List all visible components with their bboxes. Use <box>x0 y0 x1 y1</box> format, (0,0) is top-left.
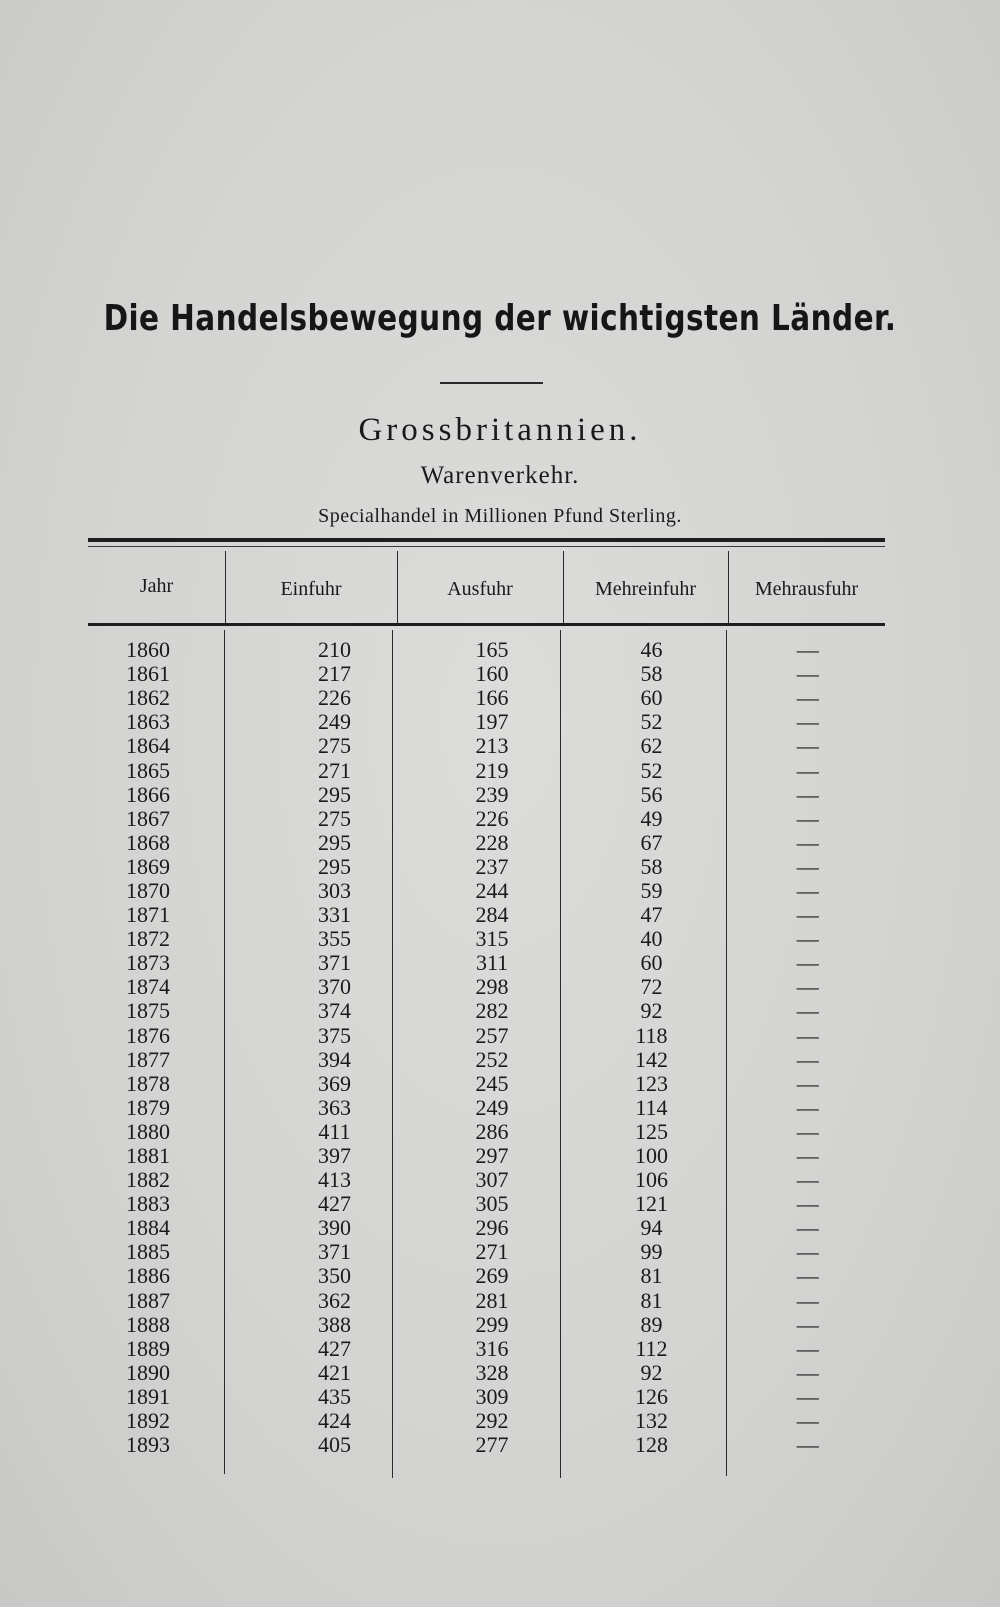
cell-einfuhr: 413 <box>318 1167 352 1193</box>
table-row <box>88 1385 885 1409</box>
cell-year: 1893 <box>126 1432 170 1458</box>
cell-ausfuhr: 282 <box>475 998 509 1024</box>
cell-mehrausfuhr: — <box>796 805 819 831</box>
cell-einfuhr: 271 <box>318 757 352 783</box>
cell-mehrausfuhr: — <box>796 1167 819 1193</box>
cell-ausfuhr: 298 <box>475 974 509 1000</box>
cell-mehrausfuhr: — <box>796 757 819 783</box>
cell-einfuhr: 362 <box>318 1287 352 1313</box>
cell-mehrausfuhr: — <box>796 829 819 855</box>
cell-einfuhr: 411 <box>318 1118 351 1144</box>
cell-ausfuhr: 284 <box>475 902 509 928</box>
cell-mehrausfuhr: — <box>796 1311 819 1337</box>
cell-mehrausfuhr: — <box>796 1094 819 1120</box>
cell-ausfuhr: 307 <box>475 1167 509 1193</box>
cell-year: 1883 <box>126 1191 170 1217</box>
cell-ausfuhr: 271 <box>475 1239 509 1265</box>
table-row <box>88 710 885 734</box>
cell-ausfuhr: 197 <box>475 709 509 735</box>
cell-mehrausfuhr: — <box>796 733 819 759</box>
cell-ausfuhr: 281 <box>475 1287 509 1313</box>
table-row <box>88 662 885 686</box>
cell-mehreinfuhr: 123 <box>634 1070 668 1096</box>
cell-year: 1892 <box>126 1408 170 1434</box>
cell-mehreinfuhr: 112 <box>635 1335 668 1361</box>
column-header-mehreinfuhr: Mehreinfuhr <box>594 578 697 600</box>
cell-mehreinfuhr: 40 <box>640 926 663 952</box>
table-row <box>88 1409 885 1433</box>
cell-ausfuhr: 237 <box>475 853 509 879</box>
cell-mehrausfuhr: — <box>796 1263 819 1289</box>
cell-mehrausfuhr: — <box>796 877 819 903</box>
cell-mehrausfuhr: — <box>796 637 819 663</box>
cell-mehreinfuhr: 47 <box>640 902 663 928</box>
cell-year: 1864 <box>126 733 170 759</box>
cell-mehreinfuhr: 125 <box>634 1118 668 1144</box>
cell-mehreinfuhr: 118 <box>635 1022 668 1048</box>
cell-year: 1879 <box>126 1094 170 1120</box>
cell-ausfuhr: 316 <box>475 1335 509 1361</box>
cell-einfuhr: 375 <box>318 1022 352 1048</box>
cell-year: 1871 <box>126 902 170 928</box>
cell-mehrausfuhr: — <box>796 902 819 928</box>
cell-mehrausfuhr: — <box>796 1359 819 1385</box>
cell-ausfuhr: 226 <box>475 805 509 831</box>
table-row <box>88 758 885 782</box>
cell-mehrausfuhr: — <box>796 1383 819 1409</box>
cell-year: 1876 <box>126 1022 170 1048</box>
header-divider <box>397 551 398 623</box>
cell-mehreinfuhr: 128 <box>634 1432 668 1458</box>
cell-mehrausfuhr: — <box>796 1143 819 1169</box>
cell-ausfuhr: 269 <box>475 1263 509 1289</box>
cell-einfuhr: 388 <box>318 1311 352 1337</box>
cell-einfuhr: 275 <box>318 733 352 759</box>
cell-mehreinfuhr: 49 <box>640 805 663 831</box>
cell-ausfuhr: 160 <box>475 661 509 687</box>
column-header-einfuhr: Einfuhr <box>280 578 342 600</box>
cell-mehreinfuhr: 46 <box>640 637 663 663</box>
cell-mehreinfuhr: 52 <box>640 757 663 783</box>
cell-mehreinfuhr: 60 <box>640 950 663 976</box>
cell-ausfuhr: 315 <box>475 926 509 952</box>
cell-year: 1872 <box>126 926 170 952</box>
cell-mehreinfuhr: 81 <box>640 1263 663 1289</box>
trade-table <box>88 638 885 1457</box>
cell-einfuhr: 424 <box>318 1408 352 1434</box>
cell-year: 1863 <box>126 709 170 735</box>
cell-year: 1891 <box>126 1383 170 1409</box>
cell-mehreinfuhr: 99 <box>640 1239 663 1265</box>
table-row <box>88 783 885 807</box>
page-title: Die Handelsbewegung der wichtigsten Länder. <box>103 298 897 339</box>
cell-year: 1884 <box>126 1215 170 1241</box>
table-row <box>88 807 885 831</box>
cell-mehreinfuhr: 62 <box>640 733 663 759</box>
cell-einfuhr: 350 <box>318 1263 352 1289</box>
cell-year: 1881 <box>126 1143 170 1169</box>
cell-ausfuhr: 297 <box>475 1143 509 1169</box>
cell-mehrausfuhr: — <box>796 1432 819 1458</box>
cell-year: 1890 <box>126 1359 170 1385</box>
cell-mehrausfuhr: — <box>796 1408 819 1434</box>
cell-mehrausfuhr: — <box>796 853 819 879</box>
cell-ausfuhr: 305 <box>475 1191 509 1217</box>
cell-einfuhr: 303 <box>318 877 352 903</box>
cell-mehrausfuhr: — <box>796 781 819 807</box>
section-subtitle: Warenverkehr. <box>420 462 580 489</box>
table-row <box>88 927 885 951</box>
cell-mehrausfuhr: — <box>796 709 819 735</box>
cell-year: 1880 <box>126 1118 170 1144</box>
cell-ausfuhr: 309 <box>475 1383 509 1409</box>
cell-ausfuhr: 165 <box>475 637 509 663</box>
cell-ausfuhr: 292 <box>475 1408 509 1434</box>
cell-ausfuhr: 219 <box>475 757 509 783</box>
cell-einfuhr: 355 <box>318 926 352 952</box>
table-row <box>88 1216 885 1240</box>
table-row <box>88 1264 885 1288</box>
cell-ausfuhr: 213 <box>475 733 509 759</box>
table-top-thin-rule <box>88 546 885 547</box>
cell-mehreinfuhr: 89 <box>640 1311 663 1337</box>
cell-ausfuhr: 299 <box>475 1311 509 1337</box>
cell-einfuhr: 397 <box>318 1143 352 1169</box>
cell-mehrausfuhr: — <box>796 661 819 687</box>
cell-ausfuhr: 249 <box>475 1094 509 1120</box>
cell-einfuhr: 374 <box>318 998 352 1024</box>
cell-ausfuhr: 166 <box>475 685 509 711</box>
cell-mehrausfuhr: — <box>796 1118 819 1144</box>
header-divider <box>563 551 564 623</box>
cell-einfuhr: 331 <box>318 902 352 928</box>
cell-mehreinfuhr: 72 <box>640 974 663 1000</box>
table-row <box>88 1337 885 1361</box>
cell-einfuhr: 390 <box>318 1215 352 1241</box>
column-header-jahr: Jahr <box>139 575 174 597</box>
cell-ausfuhr: 244 <box>475 877 509 903</box>
cell-year: 1877 <box>126 1046 170 1072</box>
cell-mehreinfuhr: 58 <box>640 661 663 687</box>
table-row <box>88 1313 885 1337</box>
cell-mehreinfuhr: 142 <box>634 1046 668 1072</box>
cell-mehreinfuhr: 126 <box>634 1383 668 1409</box>
cell-mehreinfuhr: 56 <box>640 781 663 807</box>
table-row <box>88 1024 885 1048</box>
cell-mehrausfuhr: — <box>796 1215 819 1241</box>
cell-year: 1873 <box>126 950 170 976</box>
cell-year: 1867 <box>126 805 170 831</box>
table-row <box>88 1289 885 1313</box>
cell-mehrausfuhr: — <box>796 1070 819 1096</box>
table-row <box>88 1048 885 1072</box>
cell-year: 1875 <box>126 998 170 1024</box>
cell-einfuhr: 226 <box>318 685 352 711</box>
cell-ausfuhr: 277 <box>475 1432 509 1458</box>
cell-mehreinfuhr: 92 <box>640 998 663 1024</box>
cell-mehreinfuhr: 58 <box>640 853 663 879</box>
cell-einfuhr: 295 <box>318 853 352 879</box>
cell-year: 1862 <box>126 685 170 711</box>
cell-einfuhr: 363 <box>318 1094 352 1120</box>
cell-einfuhr: 370 <box>318 974 352 1000</box>
cell-einfuhr: 217 <box>318 661 352 687</box>
table-row <box>88 734 885 758</box>
cell-mehrausfuhr: — <box>796 1335 819 1361</box>
cell-mehreinfuhr: 121 <box>634 1191 668 1217</box>
cell-year: 1861 <box>126 661 170 687</box>
table-row <box>88 879 885 903</box>
cell-einfuhr: 427 <box>318 1335 352 1361</box>
cell-mehrausfuhr: — <box>796 685 819 711</box>
cell-year: 1885 <box>126 1239 170 1265</box>
cell-mehreinfuhr: 106 <box>634 1167 668 1193</box>
table-row <box>88 999 885 1023</box>
column-header-ausfuhr: Ausfuhr <box>447 578 513 600</box>
cell-mehreinfuhr: 132 <box>634 1408 668 1434</box>
table-row <box>88 1240 885 1264</box>
cell-mehrausfuhr: — <box>796 926 819 952</box>
cell-einfuhr: 371 <box>318 1239 352 1265</box>
cell-mehreinfuhr: 81 <box>640 1287 663 1313</box>
table-row <box>88 1433 885 1457</box>
cell-ausfuhr: 245 <box>475 1070 509 1096</box>
cell-mehrausfuhr: — <box>796 1022 819 1048</box>
cell-year: 1888 <box>126 1311 170 1337</box>
cell-year: 1869 <box>126 853 170 879</box>
cell-einfuhr: 249 <box>318 709 352 735</box>
cell-mehreinfuhr: 94 <box>640 1215 663 1241</box>
cell-mehreinfuhr: 59 <box>640 877 663 903</box>
cell-ausfuhr: 239 <box>475 781 509 807</box>
table-row <box>88 686 885 710</box>
cell-ausfuhr: 257 <box>475 1022 509 1048</box>
cell-year: 1870 <box>126 877 170 903</box>
header-divider <box>225 551 226 623</box>
cell-ausfuhr: 296 <box>475 1215 509 1241</box>
cell-ausfuhr: 328 <box>475 1359 509 1385</box>
cell-year: 1868 <box>126 829 170 855</box>
cell-mehrausfuhr: — <box>796 974 819 1000</box>
cell-ausfuhr: 311 <box>475 950 509 976</box>
cell-einfuhr: 369 <box>318 1070 352 1096</box>
cell-mehrausfuhr: — <box>796 1239 819 1265</box>
header-bottom-rule <box>88 623 885 626</box>
cell-mehrausfuhr: — <box>796 1191 819 1217</box>
table-row <box>88 855 885 879</box>
header-divider <box>728 551 729 623</box>
cell-mehrausfuhr: — <box>796 1287 819 1313</box>
table-row <box>88 951 885 975</box>
cell-einfuhr: 371 <box>318 950 352 976</box>
table-row <box>88 1144 885 1168</box>
cell-year: 1860 <box>126 637 170 663</box>
table-row <box>88 1168 885 1192</box>
table-row <box>88 638 885 662</box>
cell-ausfuhr: 252 <box>475 1046 509 1072</box>
table-row <box>88 1361 885 1385</box>
cell-ausfuhr: 286 <box>475 1118 509 1144</box>
title-divider <box>440 382 543 384</box>
country-heading: Grossbritannien. <box>358 412 642 448</box>
cell-year: 1865 <box>126 757 170 783</box>
cell-einfuhr: 394 <box>318 1046 352 1072</box>
cell-year: 1887 <box>126 1287 170 1313</box>
table-row <box>88 1072 885 1096</box>
unit-note: Specialhandel in Millionen Pfund Sterling. <box>318 505 682 527</box>
cell-mehrausfuhr: — <box>796 998 819 1024</box>
cell-year: 1889 <box>126 1335 170 1361</box>
cell-einfuhr: 295 <box>318 829 352 855</box>
table-row <box>88 1192 885 1216</box>
table-row <box>88 1120 885 1144</box>
cell-einfuhr: 275 <box>318 805 352 831</box>
table-body <box>88 638 885 1457</box>
cell-einfuhr: 435 <box>318 1383 352 1409</box>
cell-year: 1866 <box>126 781 170 807</box>
cell-year: 1878 <box>126 1070 170 1096</box>
cell-year: 1886 <box>126 1263 170 1289</box>
cell-year: 1874 <box>126 974 170 1000</box>
cell-mehrausfuhr: — <box>796 1046 819 1072</box>
cell-einfuhr: 427 <box>318 1191 352 1217</box>
table-top-rule <box>88 538 885 542</box>
cell-mehreinfuhr: 60 <box>640 685 663 711</box>
cell-einfuhr: 405 <box>318 1432 352 1458</box>
cell-mehreinfuhr: 67 <box>640 829 663 855</box>
cell-einfuhr: 210 <box>318 637 352 663</box>
table-row <box>88 975 885 999</box>
cell-year: 1882 <box>126 1167 170 1193</box>
table-row <box>88 903 885 927</box>
cell-mehreinfuhr: 100 <box>634 1143 668 1169</box>
cell-einfuhr: 295 <box>318 781 352 807</box>
cell-mehreinfuhr: 114 <box>635 1094 668 1120</box>
table-row <box>88 1096 885 1120</box>
column-header-mehrausfuhr: Mehrausfuhr <box>754 578 859 600</box>
cell-mehreinfuhr: 92 <box>640 1359 663 1385</box>
cell-ausfuhr: 228 <box>475 829 509 855</box>
cell-mehrausfuhr: — <box>796 950 819 976</box>
table-row <box>88 831 885 855</box>
cell-einfuhr: 421 <box>318 1359 352 1385</box>
cell-mehreinfuhr: 52 <box>640 709 663 735</box>
